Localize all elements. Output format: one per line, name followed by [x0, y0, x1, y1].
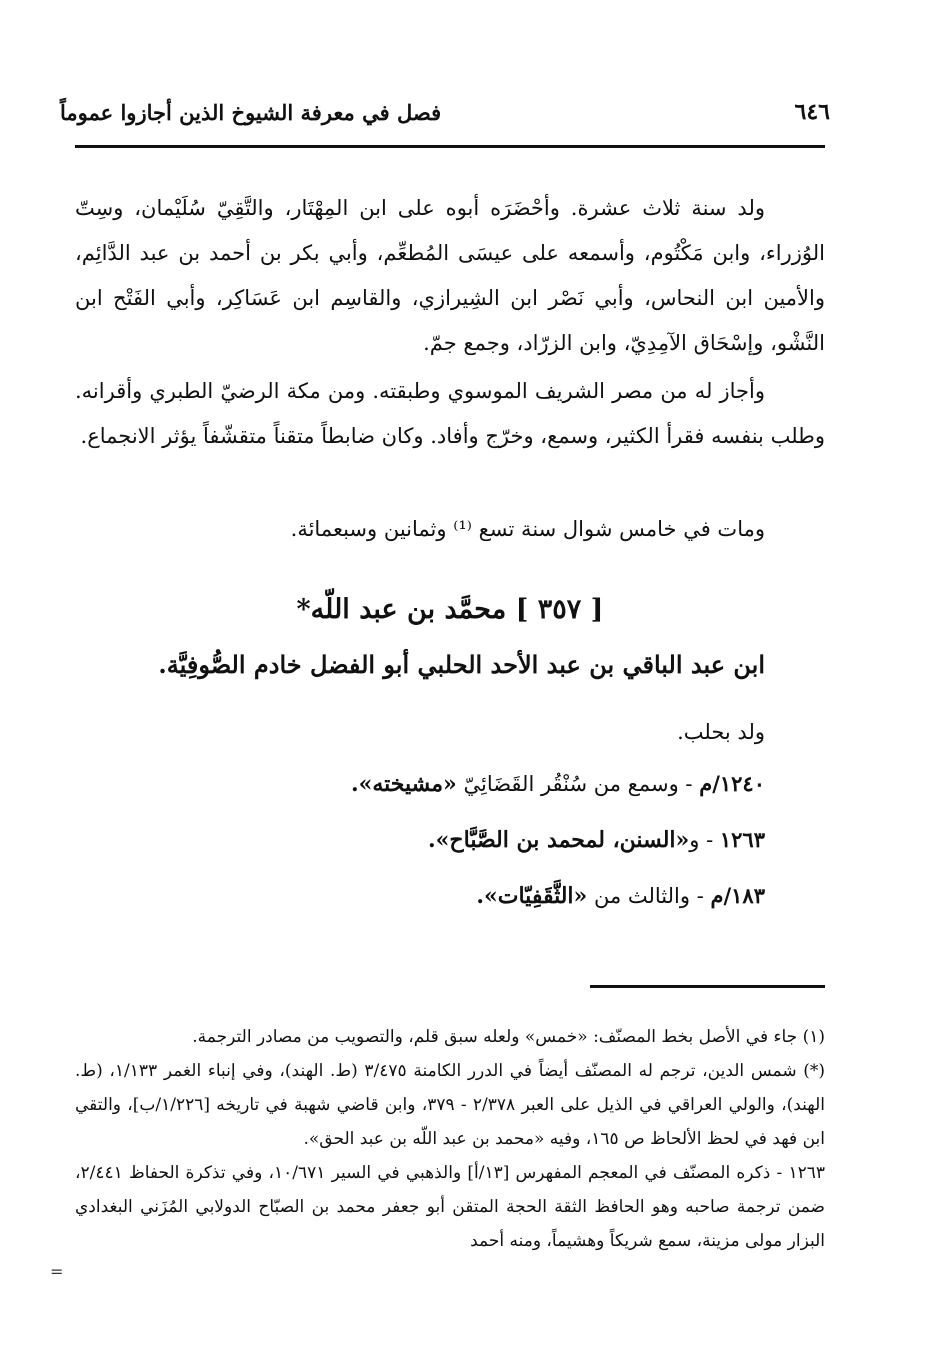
- footnote-rule: [590, 985, 825, 988]
- line-1-code: ١٢٤٠/م: [699, 771, 765, 796]
- paragraph-3: ومات في خامس شوال سنة تسع ⁽¹⁾ وثمانين وسبعمائة.: [290, 517, 765, 541]
- running-head: [60, 92, 830, 132]
- footnote-1: (١) جاء في الأصل بخط المصنّف: «خمس» ولعله سبق قلم، والتصويب من مصادر الترجمة.: [192, 1027, 825, 1047]
- line-3-source: «الثَّقَفِيّات».: [476, 883, 588, 909]
- line-1-text: - وسمع من سُنْقُر القَضَائِيّ: [463, 772, 693, 796]
- footnote-entry: ١٢٦٣ - ذكره المصنّف في المعجم المفهرس [١٣/أ] والذهبي في السير ١٠/٦٧١، وفي تذكرة الحفاظ ٢/٤٤١، ضمن ترجمة صاحبه وهو الحافظ الثقة الحجة المتقن أبو جعفر محمد بن الصبّاح الدولابي المُزَني البغدادي البزار مولى مزينة، سمع شريكاً وهشيماً، ومنه أحمد: [75, 1163, 826, 1251]
- line-1-source: «مشيخته».: [350, 771, 457, 797]
- footnote-star: (*) شمس الدين، ترجم له المصنّف أيضاً في الدرر الكامنة ٣/٤٧٥ (ط. الهند)، وفي إنباء الغمر ١/١٣٣، (ط. الهند)، والولي العراقي في الذيل على العبر ٢/٣٧٨ - ٣٧٩، وابن قاضي شهبة في تاريخه [١/٢٢٦/ب]، والتقي ابن فهد في لحظ الألحاظ ص ١٦٥، وفيه «محمد بن عبد اللّه بن عبد الحق».: [75, 1061, 825, 1149]
- entry-title: [ ٣٥٧ ] محمَّد بن عبد اللّه*: [296, 594, 604, 625]
- entry-line-3: [75, 876, 765, 916]
- line-3-code: ١٨٣/م: [710, 883, 765, 908]
- footnotes: [75, 1020, 825, 1258]
- paragraph-2: وأجاز له من مصر الشريف الموسوي وطبقته. ومن مكة الرضيّ الطبري وأقرانه. وطلب بنفسه فقرأ الكثير، وسمع، وخرّج وأفاد. وكان ضابطاً متقناً متقشّفاً يؤثر الانجماع.: [75, 379, 825, 448]
- page-number: ٦٤٦: [794, 99, 830, 125]
- header-rule: [75, 145, 825, 148]
- entry-line-1: [75, 764, 765, 804]
- entry-name: ابن عبد الباقي بن عبد الأحد الحلبي أبو الفضل خادم الصُّوفِيَّة.: [158, 650, 765, 679]
- entry-born: ولد بحلب.: [677, 720, 765, 744]
- entry-line-2: [75, 820, 765, 860]
- margin-mark: =: [50, 1262, 64, 1281]
- line-2-text: - و: [689, 828, 714, 852]
- line-2-source: «السنن، لمحمد بن الصَّبَّاح».: [428, 827, 690, 853]
- running-title: فصل في معرفة الشيوخ الذين أجازوا عموماً: [60, 99, 442, 125]
- line-3-text: - والثالث من: [593, 884, 704, 908]
- paragraph-1: ولد سنة ثلاث عشرة. وأحْضَرَه أبوه على ابن المِهْتَار، والتَّقِيّ سُلَيْمان، وسِتّ الوُزراء، وابن مَكْتُوم، وأسمعه على عيسَى المُطعِّم، وأبي بكر بن أحمد بن عبد الدَّائِم، والأمين ابن النحاس، وأبي نَصْر ابن الشِيرازي، والقاسِم ابن عَسَاكِر، وأبي الفَتْح ابن النَّشْو، وإسْحَاق الآمِدِيّ، وابن الزرّاد، وجمع جمّ.: [75, 196, 825, 355]
- line-2-code: ١٢٦٣: [719, 827, 765, 852]
